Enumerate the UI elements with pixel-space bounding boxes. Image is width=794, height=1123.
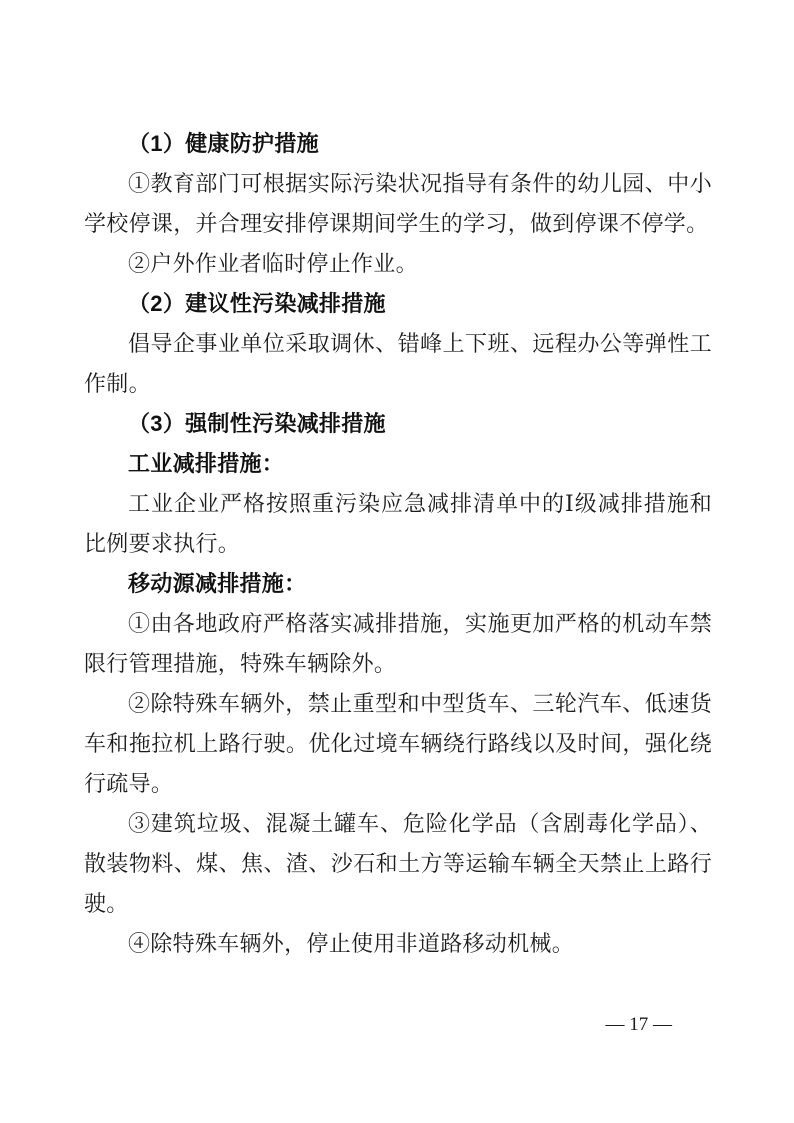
paragraph-outdoor-work-stop: ②户外作业者临时停止作业。 xyxy=(128,251,418,276)
page-number: — 17 — xyxy=(605,1014,672,1035)
subheading-mobile-source-measures: 移动源减排措施： xyxy=(128,571,307,596)
paragraph-vehicle-restriction: ①由各地政府严格落实减排措施，实施更加严格的机动车禁限行管理措施，特殊车辆除外。 xyxy=(84,611,712,676)
paragraph-school-suspension: ①教育部门可根据实际污染状况指导有条件的幼儿园、中小学校停课，并合理安排停课期间学生的学习，做到停课不停学。 xyxy=(84,171,712,236)
subheading-industrial-measures: 工业减排措施： xyxy=(128,451,285,476)
heading-suggested-reduction: （2）建议性污染减排措施 xyxy=(128,291,386,316)
paragraph-non-road-machinery: ④除特殊车辆外，停止使用非道路移动机械。 xyxy=(128,931,575,956)
heading-health-protection: （1）健康防护措施 xyxy=(128,131,319,156)
paragraph-truck-ban: ②除特殊车辆外，禁止重型和中型货车、三轮汽车、低速货车和拖拉机上路行驶。优化过境车辆绕行路线以及时间，强化绕行疏导。 xyxy=(84,691,712,796)
paragraph-industrial-enterprises: 工业企业严格按照重污染应急减排清单中的Ⅰ级减排措施和比例要求执行。 xyxy=(84,491,712,556)
paragraph-transport-vehicle-ban: ③建筑垃圾、混凝土罐车、危险化学品（含剧毒化学品）、散装物料、煤、焦、渣、沙石和土方等运输车辆全天禁止上路行驶。 xyxy=(84,811,712,916)
heading-mandatory-reduction: （3）强制性污染减排措施 xyxy=(128,411,386,436)
document-body xyxy=(84,124,712,964)
paragraph-flexible-work: 倡导企事业单位采取调休、错峰上下班、远程办公等弹性工作制。 xyxy=(84,331,712,396)
